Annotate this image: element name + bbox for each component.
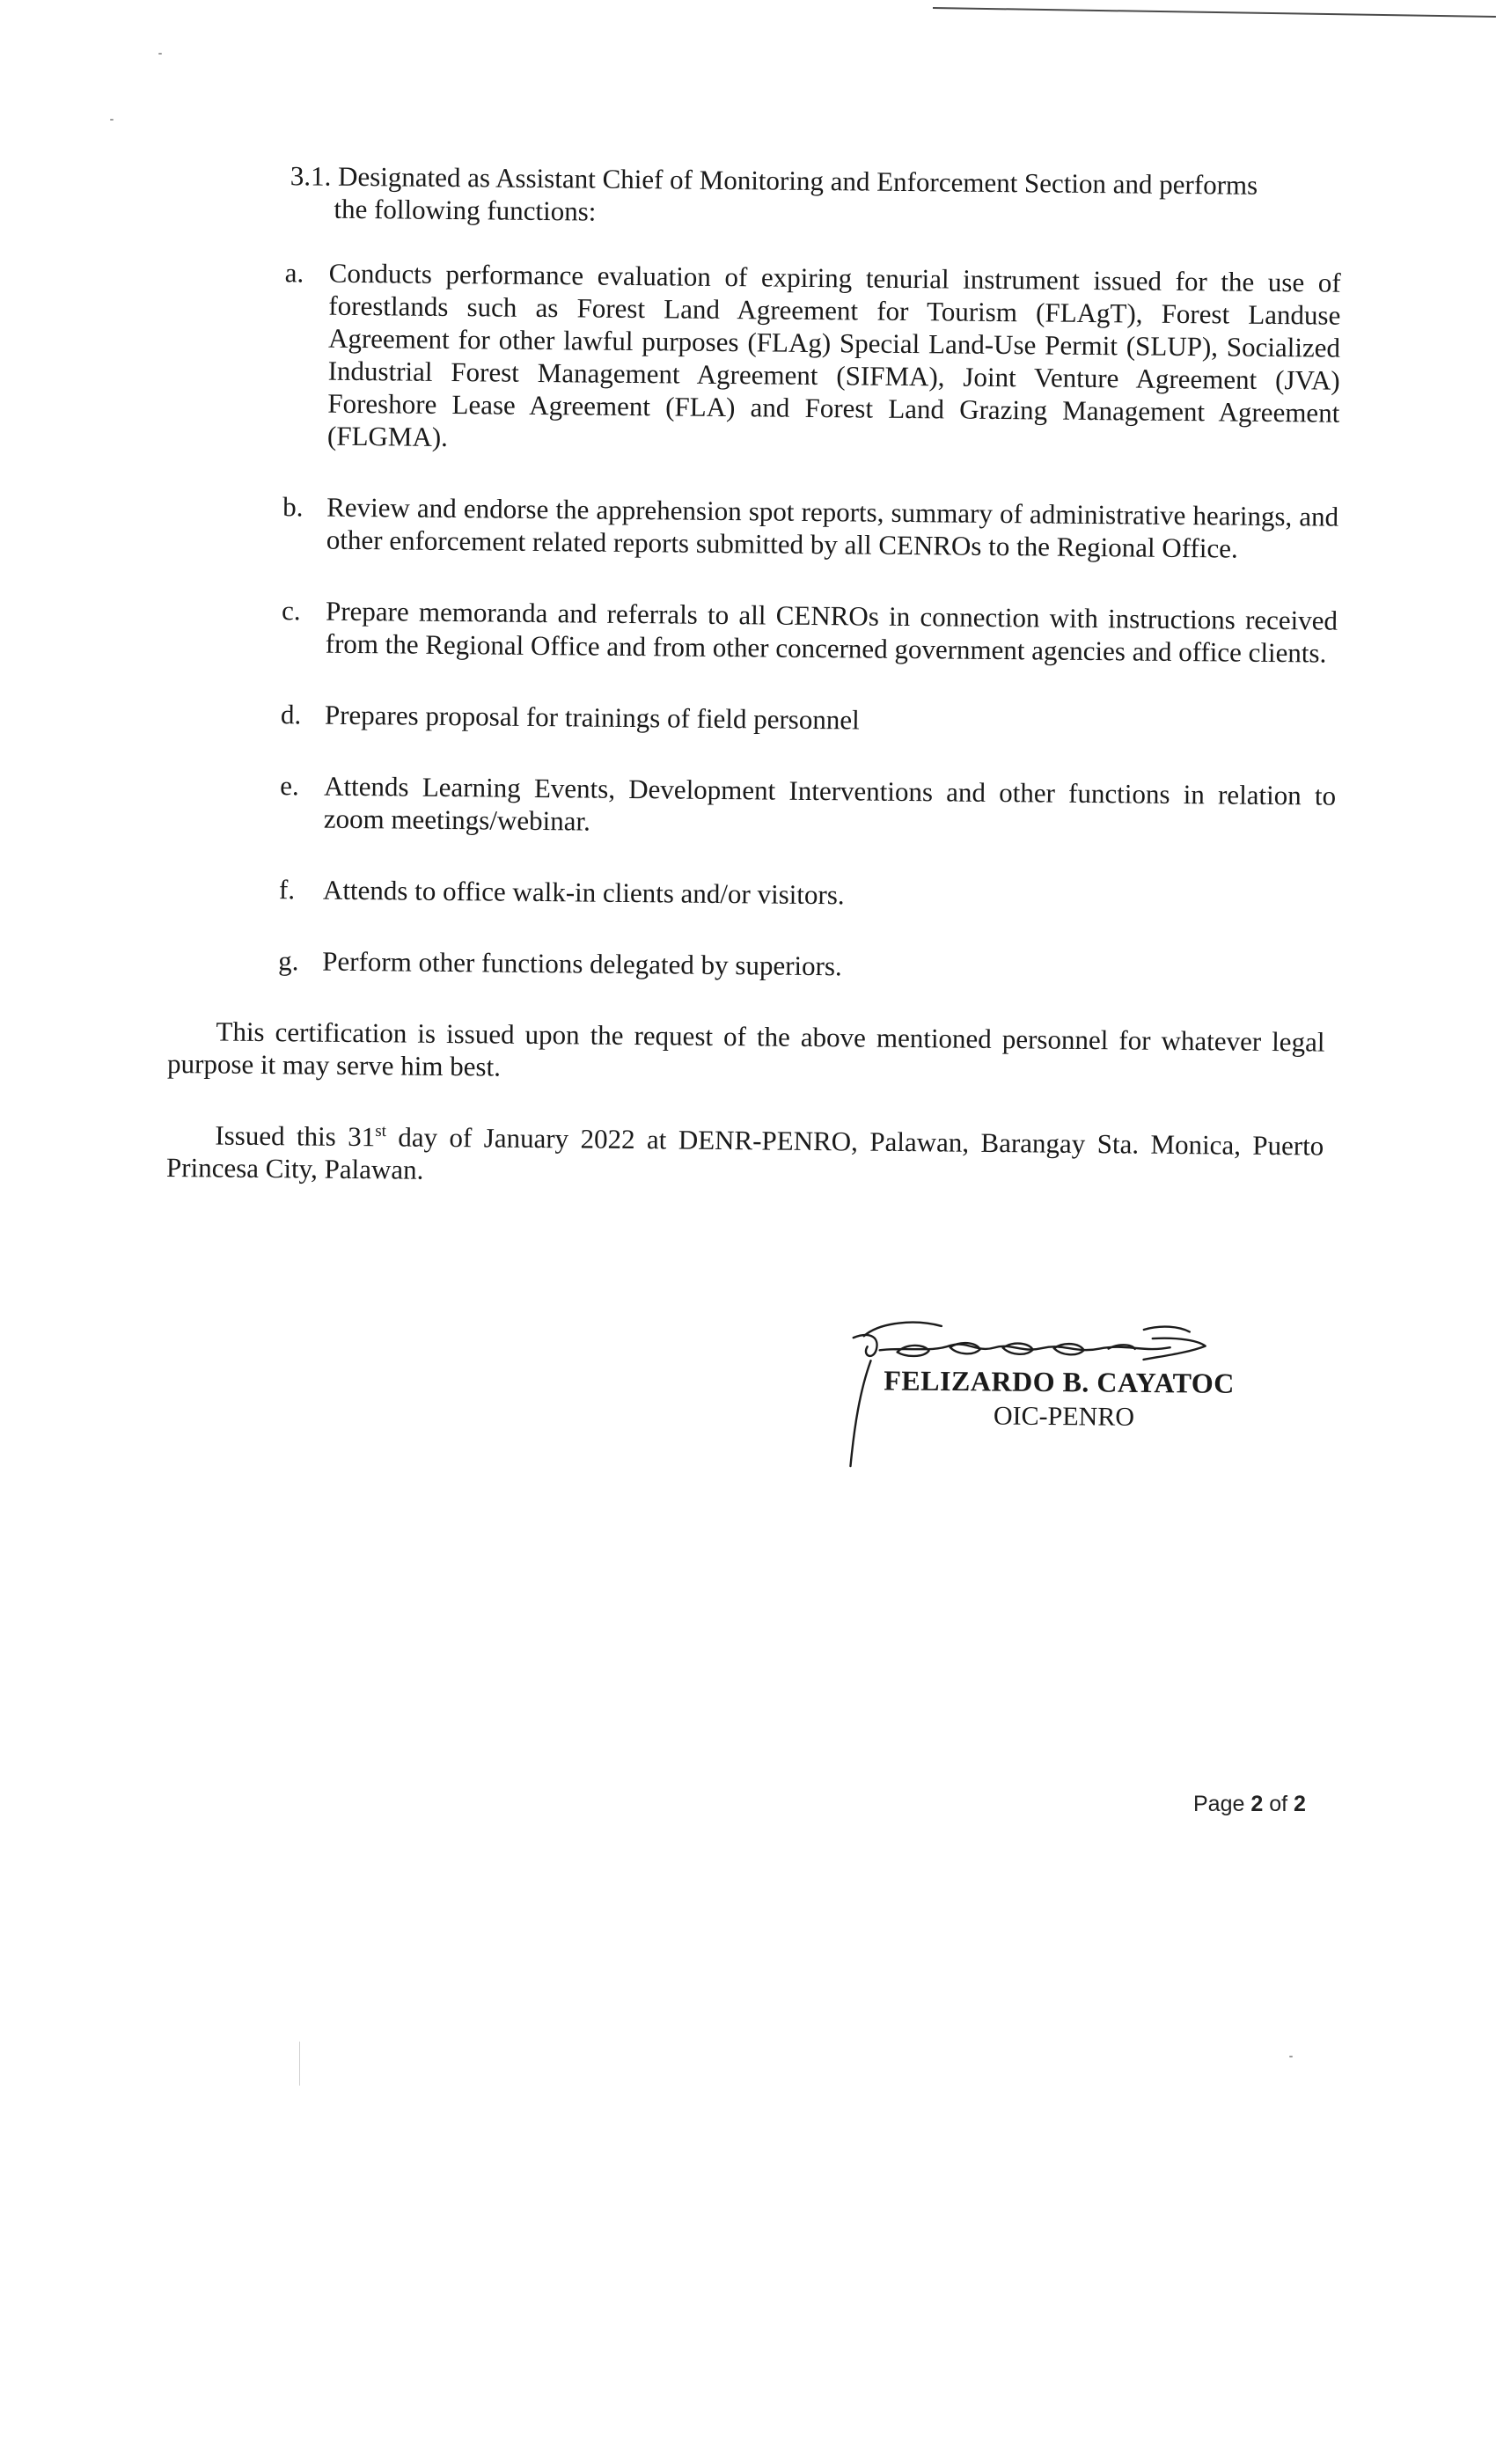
list-item-text: Perform other functions delegated by superiors. — [322, 945, 842, 982]
list-item-marker: e. — [279, 770, 299, 802]
list-item-marker: a. — [284, 257, 304, 289]
issuance-suffix: day of January 2022 at DENR-PENRO, Palawan, Barangay Sta. Monica, Puerto Princesa City, Palawan. — [165, 1121, 1324, 1185]
list-item-text: Prepare memoranda and referrals to all CENROs in connection with instructions received from the Regional Office and from other concerned government agencies and office clients. — [325, 595, 1338, 669]
section-heading-continuation: the following functions: — [334, 193, 597, 227]
list-item-text: Prepares proposal for trainings of field personnel — [324, 699, 860, 736]
certification-paragraph: This certification is issued upon the request of the above mentioned personnel for whatever legal purpose it may serve him best. — [166, 1016, 1325, 1082]
section-number: 3.1. — [290, 160, 332, 192]
page-number — [1193, 1792, 1306, 1817]
list-item-text: Attends to office walk-in clients and/or visitors. — [322, 874, 845, 911]
scan-edge-line — [933, 7, 1496, 18]
issuance-ordinal-suffix: st — [375, 1121, 387, 1141]
of-label: of — [1269, 1792, 1288, 1816]
list-item-text: Conducts performance evaluation of expiring tenurial instrument issued for the use of forestlands such as Forest Land Agreement for Tourism (FLAgT), Forest Landuse Agreement for other lawful purposes (FLAg) Special Land-Use Permit (SLUP), Socialized Industrial Forest Management Agreement (SIFMA), Joint Venture Agreement (JVA) Foreshore Lease Agreement (FLA) and Forest Land Grazing Management Agreement (FLGMA). — [326, 257, 1341, 452]
list-item — [169, 872, 1335, 916]
document-body — [165, 158, 1355, 1234]
list-item — [170, 768, 1337, 845]
signatory-name: FELIZARDO B. CAYATOC — [884, 1364, 1236, 1399]
total-pages: 2 — [1294, 1792, 1306, 1816]
signatory-title: OIC-PENRO — [993, 1401, 1135, 1432]
list-item-marker: c. — [281, 595, 301, 627]
list-item-text: Attends Learning Events, Development Interventions and other functions in relation to zoom meetings/webinar. — [323, 770, 1337, 837]
list-item — [172, 489, 1339, 566]
page-label: Page — [1193, 1792, 1245, 1816]
scan-artifact-dot — [1289, 2056, 1293, 2057]
scan-artifact-mark — [299, 2042, 300, 2086]
list-item — [168, 943, 1334, 987]
list-item — [173, 255, 1341, 462]
issuance-prefix: Issued this 31 — [215, 1119, 376, 1153]
issuance-paragraph — [166, 1118, 1324, 1195]
list-item-marker: b. — [282, 491, 304, 523]
functions-list — [168, 255, 1354, 987]
list-item — [172, 593, 1338, 670]
signature-block — [843, 1311, 1267, 1482]
scan-artifact-dot — [110, 119, 114, 121]
list-item-text: Review and endorse the apprehension spot reports, summary of administrative hearings, and other enforcement related reports submitted by all CENROs to the Regional Office. — [326, 491, 1339, 564]
list-item-marker: f. — [278, 874, 296, 906]
list-item — [171, 697, 1337, 741]
current-page: 2 — [1250, 1792, 1264, 1816]
scan-artifact-dot — [158, 53, 162, 55]
section-heading-line1: Designated as Assistant Chief of Monitoring and Enforcement Section and performs — [337, 160, 1258, 201]
list-item-marker: d. — [280, 699, 302, 730]
list-item-marker: g. — [278, 945, 299, 977]
